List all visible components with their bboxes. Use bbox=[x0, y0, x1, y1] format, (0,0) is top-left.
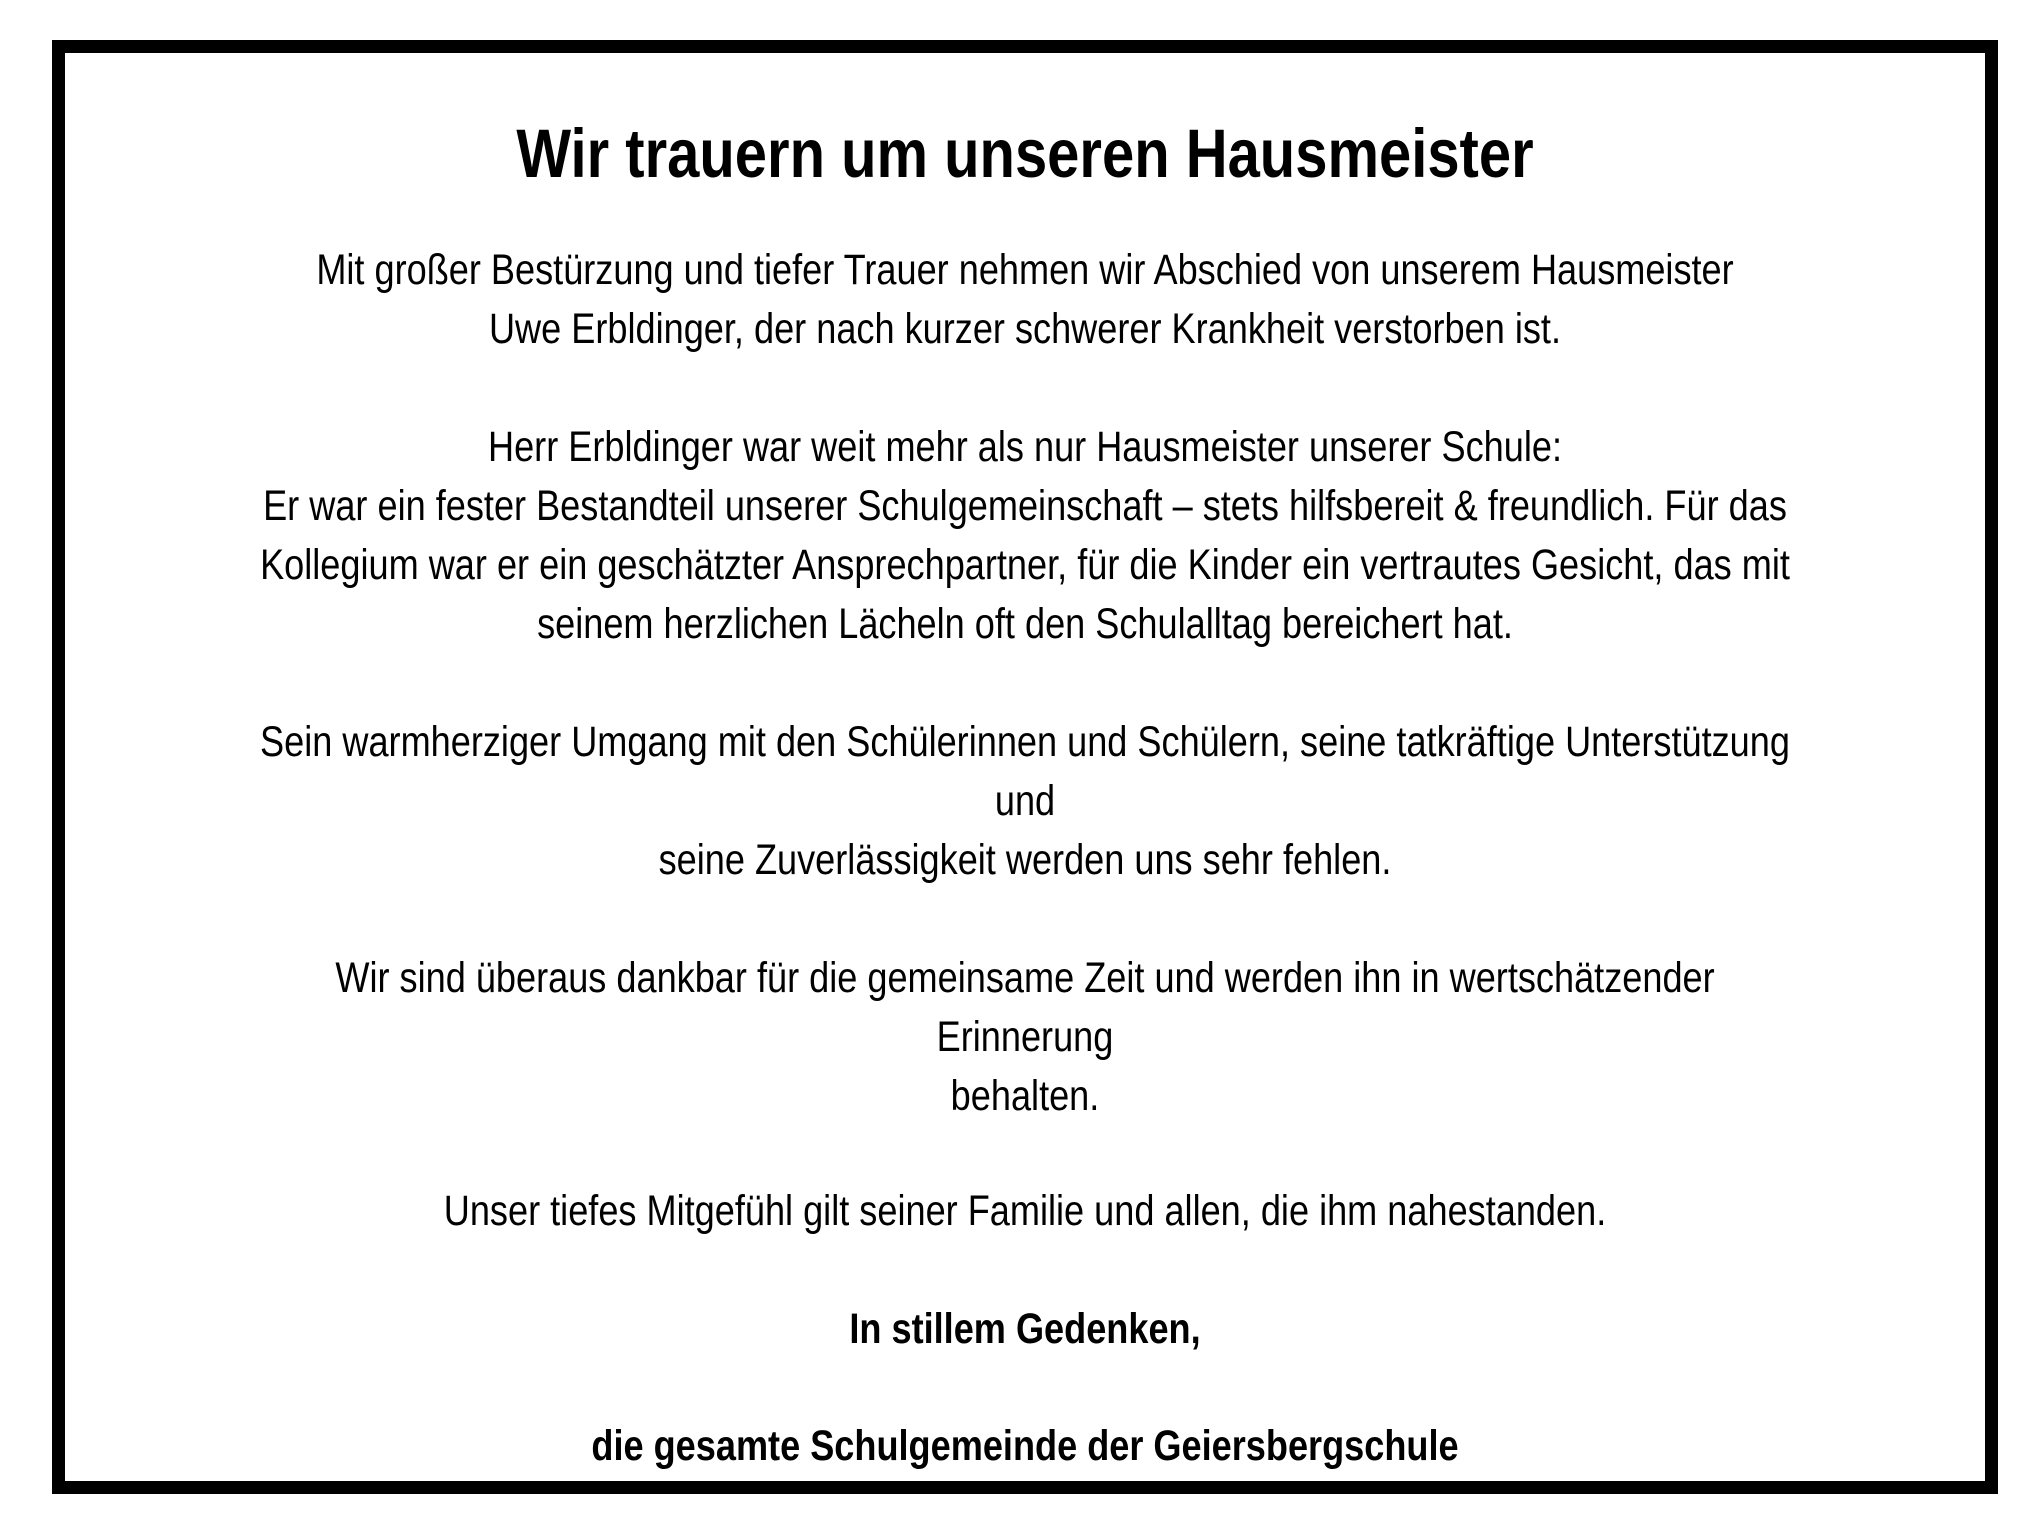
memorial-notice-frame bbox=[52, 40, 1998, 1494]
paragraph-condolence: Unser tiefes Mitgefühl gilt seiner Familie und allen, die ihm nahestanden. bbox=[443, 1187, 1607, 1235]
signature-line: die gesamte Schulgemeinde der Geiersbergschule bbox=[591, 1422, 1459, 1470]
closing-line: In stillem Gedenken, bbox=[849, 1305, 1201, 1353]
paragraph-announcement: Mit großer Bestürzung und tiefer Trauer nehmen wir Abschied von unserem Hausmeister Uwe Erbldinger, der nach kurzer schwerer Krankheit verstorben ist. bbox=[316, 246, 1734, 353]
notice-title: Wir trauern um unseren Hausmeister bbox=[516, 115, 1534, 192]
paragraph-missed: Sein warmherziger Umgang mit den Schülerinnen und Schülern, seine tatkräftige Unterstützung und seine Zuverlässigkeit werden uns sehr fehlen. bbox=[260, 718, 1790, 884]
paragraph-gratitude: Wir sind überaus dankbar für die gemeinsame Zeit und werden ihn in wertschätzender Erinnerung behalten. bbox=[335, 954, 1715, 1120]
memorial-notice-content bbox=[244, 113, 1806, 1476]
paragraph-tribute: Herr Erbldinger war weit mehr als nur Hausmeister unserer Schule: Er war ein fester Bestandteil unserer Schulgemeinschaft – stets hilfsbereit & freundlich. Für das Kollegium war er ein geschätzter Ansprechpartner, für die Kinder ein vertrautes Gesicht, das mit seinem herzlichen Lächeln oft den Schulalltag bereichert hat. bbox=[260, 423, 1790, 648]
